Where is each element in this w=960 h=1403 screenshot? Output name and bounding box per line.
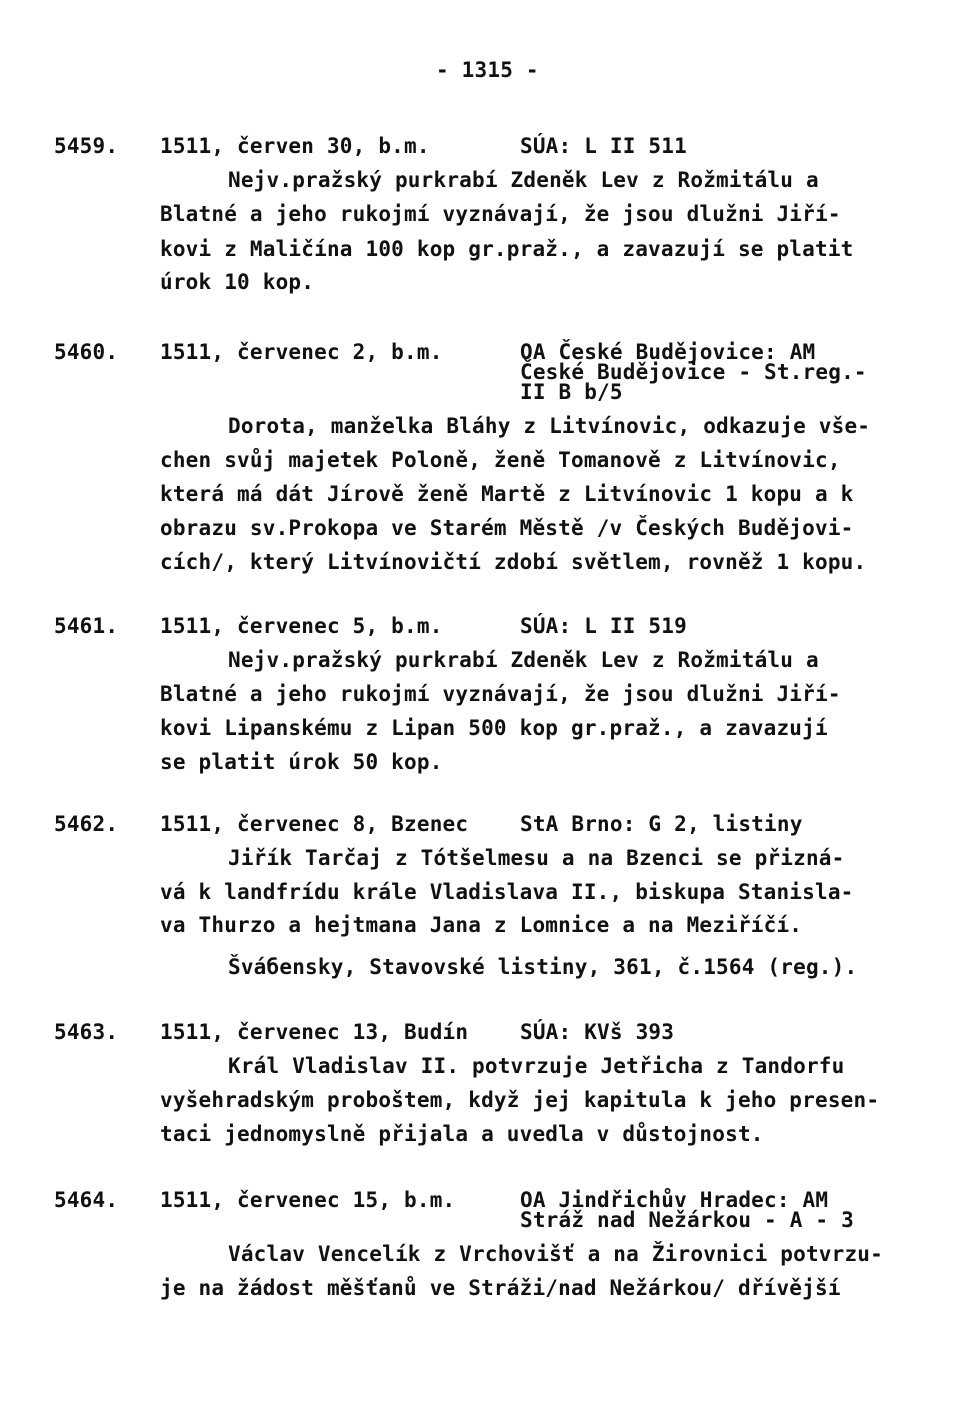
entry-text-line: je na žádost měšťanů ve Stráži/nad Nežárkou/ dřívější [160,1276,841,1300]
entry-text-line: obrazu sv.Prokopa ve Starém Městě /v Českých Budějovi- [160,516,854,540]
entry-number: 5460. [54,340,119,364]
entry-text-line: Blatné a jeho rukojmí vyznávají, že jsou dlužni Jiří- [160,682,841,706]
entry-date: 1511, červenec 5, b.m. [160,614,443,638]
entry-archive: SÚA: L II 519 [520,614,687,638]
entry-number: 5459. [54,134,119,158]
entry-text-line: která má dát Jírově ženě Martě z Litvínovic 1 kopu a k [160,482,854,506]
entry-date: 1511, červenec 15, b.m. [160,1188,456,1212]
entry-text-line: Nejv.pražský purkrabí Zdeněk Lev z Rožmitálu a [228,648,819,672]
entry-number: 5463. [54,1020,119,1044]
entry-reference: Šváбensky, Stavovské listiny, 361, č.1564 (reg.). [228,955,858,979]
entry-archive: OA Jindřichův Hradec: AM [520,1188,829,1212]
entry-text-line: úrok 10 kop. [160,270,315,294]
page-number: - 1315 - [436,58,539,82]
entry-text-line: Nejv.pražský purkrabí Zdeněk Lev z Rožmitálu a [228,168,819,192]
entry-number: 5461. [54,614,119,638]
entry-text-line: Václav Vencelík z Vrchovišť a na Žirovnici potvrzu- [228,1242,883,1266]
entry-date: 1511, červenec 2, b.m. [160,340,443,364]
entry-archive: II B b/5 [520,380,623,404]
entry-text-line: chen svůj majetek Poloně, ženě Tomanově z Litvínovic, [160,448,841,472]
entry-archive: Stráž nad Nežárkou - A - 3 [520,1208,854,1232]
entry-text-line: Blatné a jeho rukojmí vyznávají, že jsou dlužni Jiří- [160,202,841,226]
entry-archive: České Budějovice - St.reg.- [520,360,867,384]
entry-text-line: vá k landfrídu krále Vladislava II., biskupa Stanisla- [160,880,854,904]
entry-text-line: Jiřík Tarčaj z Tótšelmesu a na Bzenci se přizná- [228,846,845,870]
entry-archive: SÚA: L II 511 [520,134,687,158]
entry-archive: OA České Budějovice: AM [520,340,816,364]
entry-text-line: va Thurzo a hejtmana Jana z Lomnice a na Meziříčí. [160,913,803,937]
entry-text-line: kovi z Maličína 100 kop gr.praž., a zavazují se platit [160,237,854,261]
entry-date: 1511, červenec 13, Budín [160,1020,469,1044]
entry-text-line: kovi Lipanskému z Lipan 500 kop gr.praž., a zavazují [160,716,828,740]
entry-text-line: cích/, který Litvínovičtí zdobí světlem, rovněž 1 kopu. [160,550,867,574]
entry-text-line: taci jednomyslně přijala a uvedla v důstojnost. [160,1122,764,1146]
entry-number: 5462. [54,812,119,836]
entry-text-line: vyšehradským proboštem, když jej kapitula k jeho presen- [160,1088,880,1112]
entry-date: 1511, červen 30, b.m. [160,134,430,158]
entry-number: 5464. [54,1188,119,1212]
entry-date: 1511, červenec 8, Bzenec [160,812,469,836]
entry-text-line: se platit úrok 50 kop. [160,750,443,774]
entry-archive: StA Brno: G 2, listiny [520,812,803,836]
entry-archive: SÚA: KVš 393 [520,1020,675,1044]
entry-text-line: Dorota, manželka Bláhy z Litvínovic, odkazuje vše- [228,414,871,438]
entry-text-line: Král Vladislav II. potvrzuje Jetřicha z Tandorfu [228,1054,845,1078]
